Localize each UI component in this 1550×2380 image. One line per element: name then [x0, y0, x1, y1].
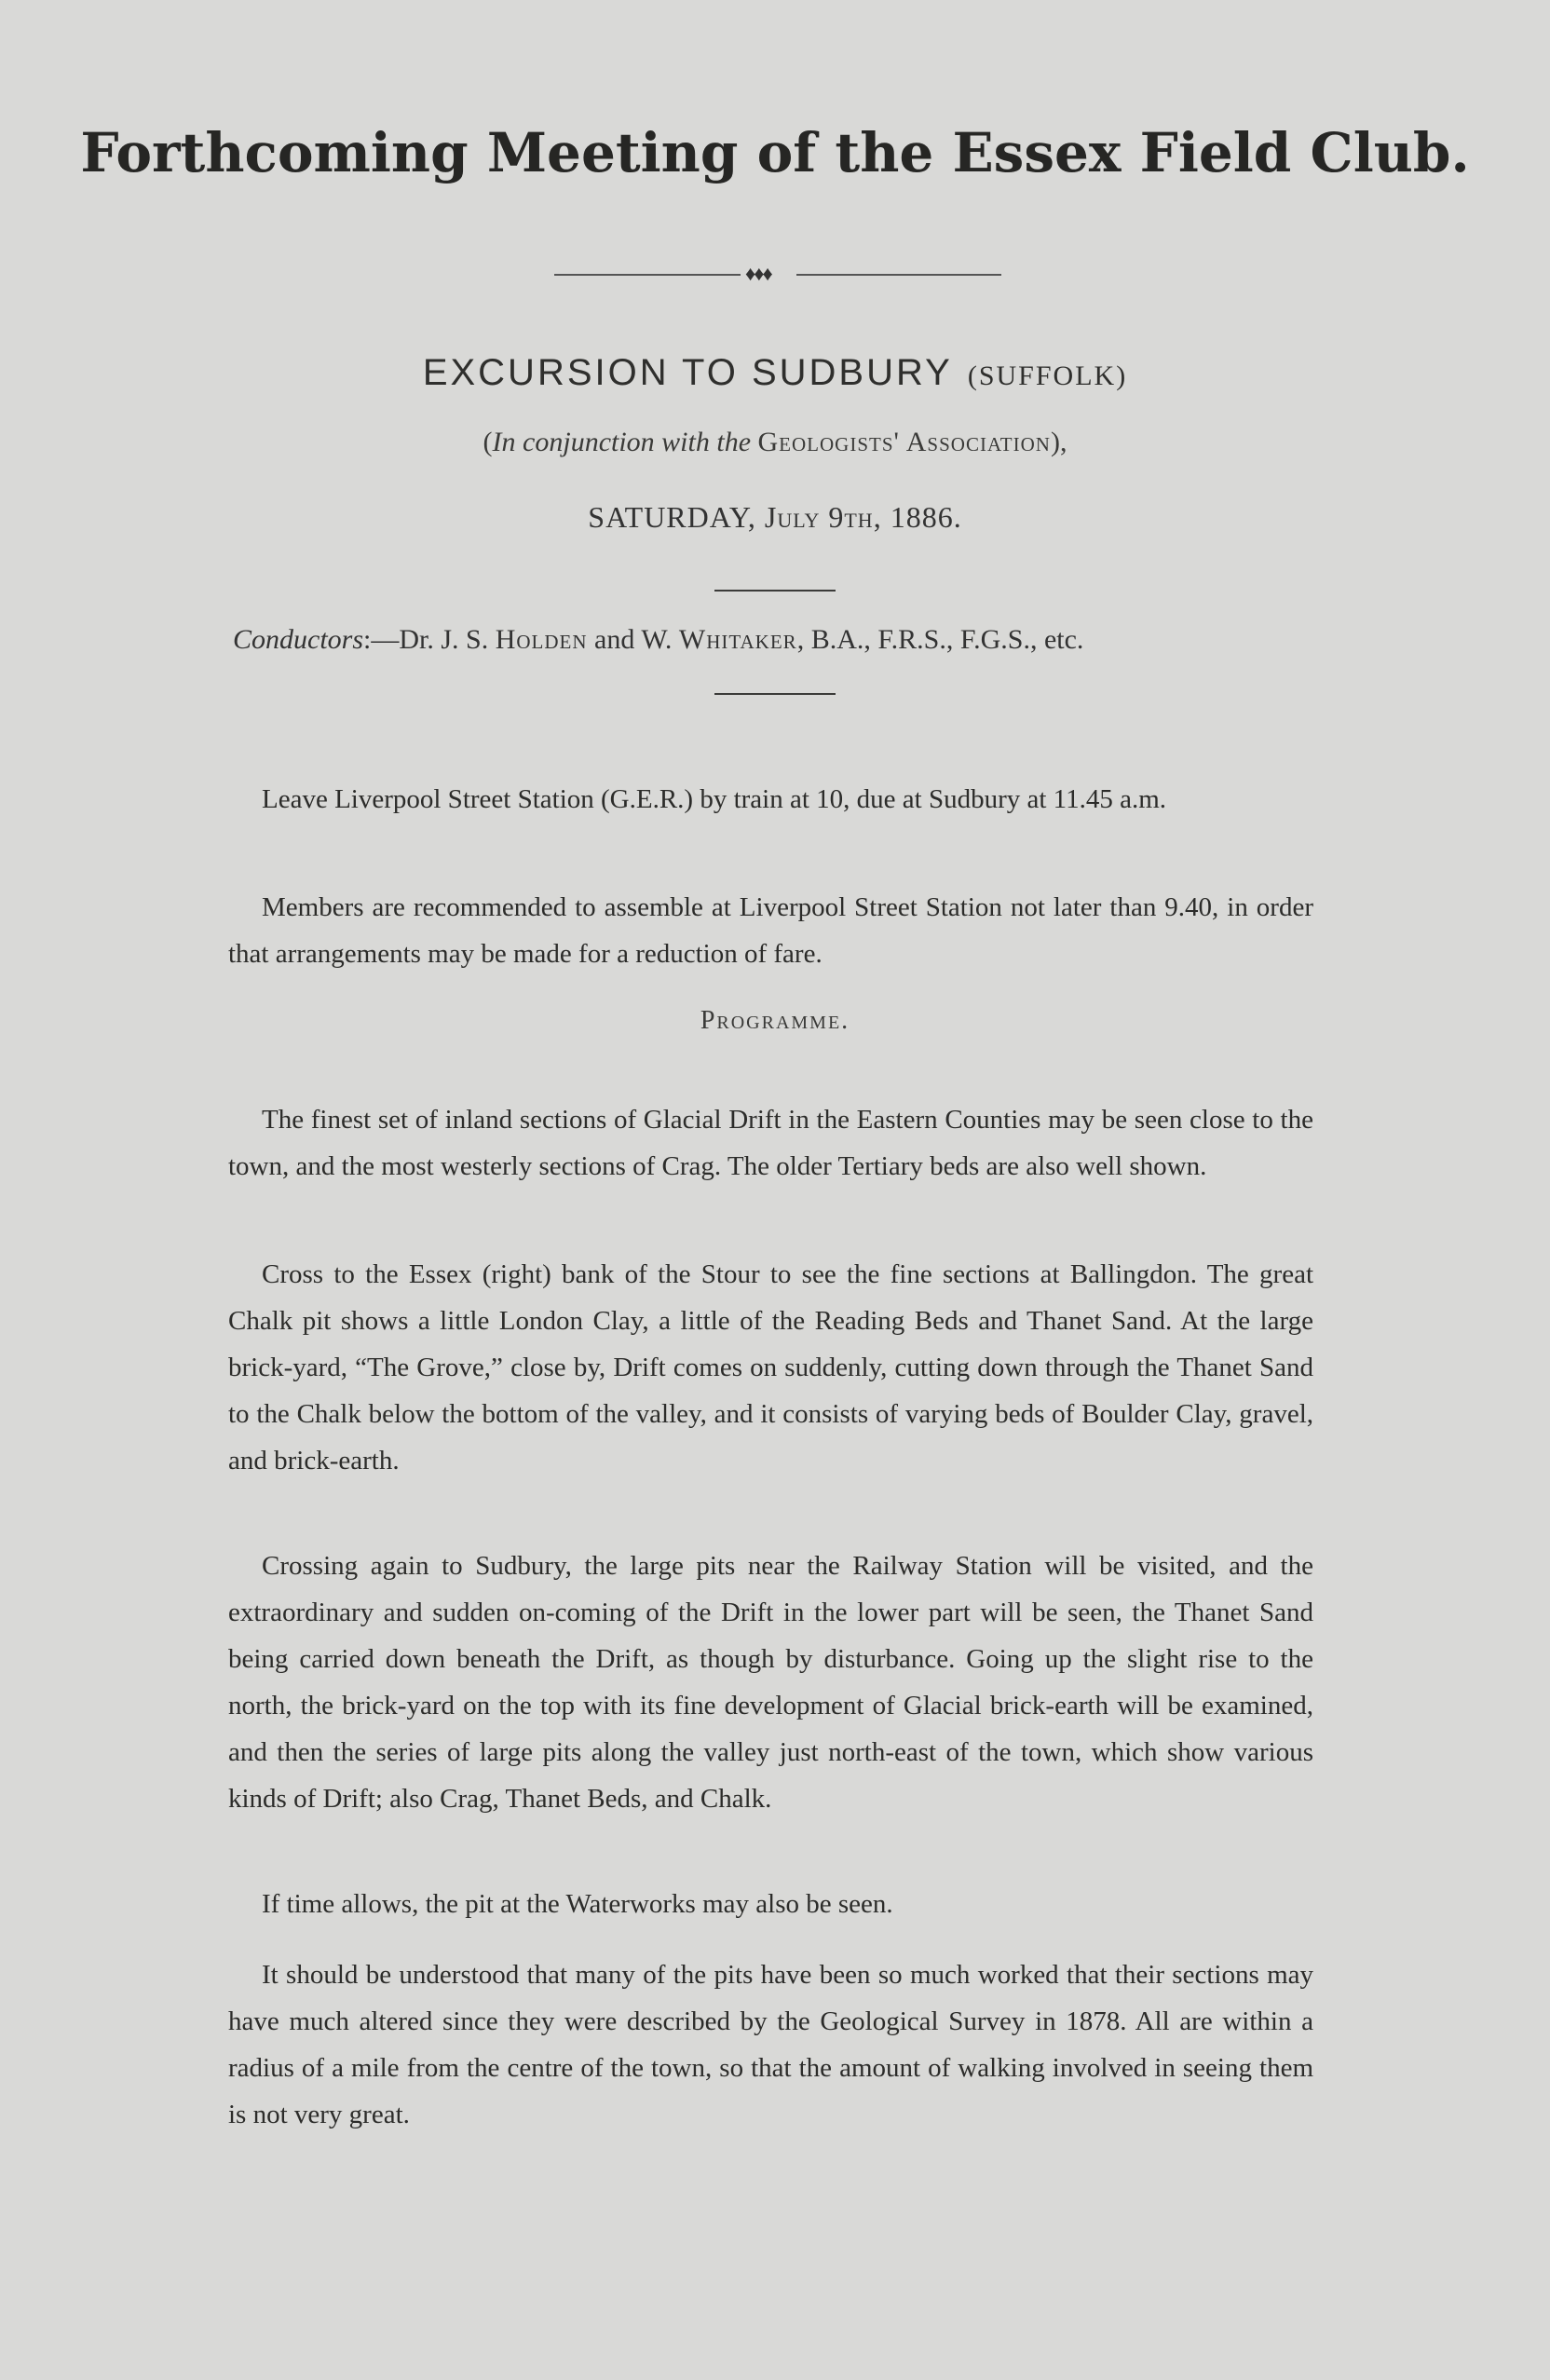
diamond-ornament-icon: ♦♦♦: [745, 262, 771, 285]
date-day: SATURDAY,: [588, 500, 756, 534]
excursion-title: EXCURSION TO SUDBURY: [422, 352, 953, 393]
meeting-date: [0, 500, 1550, 535]
paragraph-programme-1: The finest set of inland sections of Glacial Drift in the Eastern Counties may be seen close to the town, and the most westerly sections of Crag. The older Tertiary beds are also well shown.: [228, 1105, 1313, 1181]
conjunction-org: Geologists' Association: [757, 427, 1051, 457]
date-year: 1886.: [890, 500, 962, 534]
paragraph-leave: Leave Liverpool Street Station (G.E.R.) by train at 10, due at Sudbury at 11.45 a.m.: [262, 784, 1167, 814]
excursion-county: (SUFFOLK): [967, 360, 1128, 391]
title-ornament: [554, 262, 1001, 285]
page-title: Forthcoming Meeting of the Essex Field Club.: [80, 121, 1470, 184]
conductor-name-whitaker: Whitaker: [678, 624, 797, 655]
conductors-sep: :—Dr. J. S.: [363, 624, 496, 655]
conjunction-close: ),: [1050, 427, 1067, 457]
conjunction-open: (: [483, 427, 493, 457]
divider-bottom: [714, 693, 836, 695]
paragraph-programme-5: It should be understood that many of the pits have been so much worked that their sections may have much altered since they were described by the Geological Survey in 1878. All are within a radius of a mile from the centre of the town, so that the amount of walking involved in seeing them is not very great.: [228, 1960, 1313, 2129]
paragraph-programme-4: If time allows, the pit at the Waterworks may also be seen.: [262, 1889, 893, 1919]
paragraph-programme-3: Crossing again to Sudbury, the large pits near the Railway Station will be visited, and the extraordinary and sudden on-coming of the Drift in the lower part will be seen, the Thanet Sand being carried down beneath the Drift, as though by disturbance. Going up the slight rise to the north, the brick-yard on the top with its fine development of Glacial brick-earth will be examined, and then the series of large pits along the valley just north-east of the town, which show various kinds of Drift; also Crag, Thanet Beds, and Chalk.: [228, 1551, 1313, 1814]
excursion-heading: [0, 352, 1550, 394]
conductor-name-holden: Holden: [495, 624, 588, 655]
conductors-and: and W.: [587, 624, 679, 655]
conjunction-italic: In conjunction with the: [492, 427, 752, 457]
conductor-qualifications: , B.A., F.R.S., F.G.S., etc.: [796, 624, 1084, 655]
programme-heading: Programme.: [700, 1006, 850, 1035]
divider-top: [714, 590, 836, 592]
ornament-line-left: [554, 274, 741, 276]
conductors-line: [233, 624, 1313, 656]
paragraph-members: Members are recommended to assemble at Liverpool Street Station not later than 9.40, in order that arrangements may be made for a reduction of fare.: [228, 892, 1313, 969]
conductors-label: Conductors: [233, 624, 364, 655]
paragraph-programme-2: Cross to the Essex (right) bank of the Stour to see the fine sections at Ballingdon. The great Chalk pit shows a little London Clay, a little of the Reading Beds and Thanet Sand. At the large brick-yard, “The Grove,” close by, Drift comes on suddenly, cutting down through the Thanet Sand to the Chalk below the bottom of the valley, and it consists of varying beds of Boulder Clay, gravel, and brick-earth.: [228, 1259, 1313, 1476]
ornament-line-right: [796, 274, 1001, 276]
date-month-day: July 9th,: [764, 500, 882, 534]
conjunction-line: [0, 427, 1550, 458]
